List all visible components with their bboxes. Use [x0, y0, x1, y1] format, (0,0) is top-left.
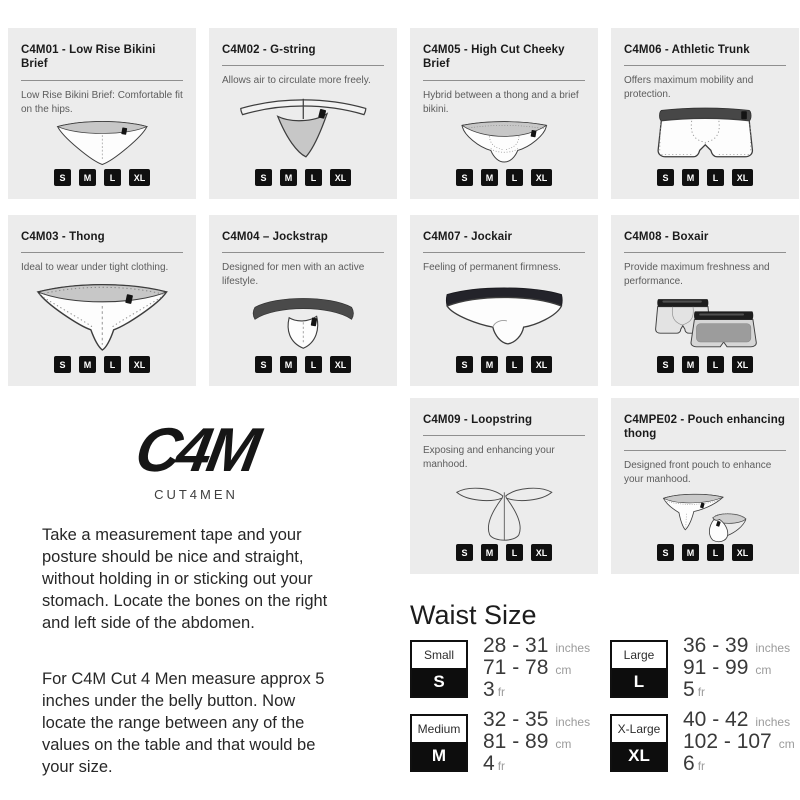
fr-line	[483, 754, 590, 776]
size-badge-m: M	[481, 356, 498, 373]
product-card-c4m01	[8, 28, 196, 199]
size-badge-m: M	[682, 544, 699, 561]
product-title: C4MPE02 - Pouch enhancing thong	[624, 414, 785, 441]
size-badge-s: S	[657, 169, 674, 186]
size-badge-l: L	[104, 169, 121, 186]
size-badge-s: S	[54, 356, 71, 373]
size-badges-row	[624, 544, 786, 561]
fr-line	[483, 680, 590, 702]
jockstrap-illustration	[222, 289, 384, 356]
size-badge-l: L	[506, 169, 523, 186]
product-description: Exposing and enhancing your manhood.	[423, 445, 555, 471]
waist-entry-s	[410, 634, 591, 702]
title-divider	[423, 80, 585, 81]
size-badges-row	[423, 356, 585, 373]
size-letter: XL	[612, 742, 666, 770]
cm-unit: cm	[755, 663, 772, 677]
title-divider	[624, 65, 786, 66]
size-values	[483, 636, 590, 702]
cm-range: 71 - 78	[483, 656, 549, 679]
low-rise-bikini-brief-illustration	[21, 117, 183, 169]
size-letter: S	[412, 668, 466, 696]
size-badge-l: L	[707, 356, 724, 373]
inches-range: 40 - 42	[683, 708, 749, 731]
inches-range: 32 - 35	[483, 708, 549, 731]
product-title: C4M05 - High Cut Cheeky Brief	[423, 44, 565, 71]
athletic-trunk-illustration	[624, 102, 786, 169]
product-description: Designed front pouch to enhance your manhood.	[624, 459, 772, 485]
size-badges-row	[21, 169, 183, 186]
product-description: Provide maximum freshness and performance.	[624, 262, 770, 288]
size-badge-xl: XL	[531, 356, 552, 373]
size-badges-row	[222, 356, 384, 373]
boxair-illustration	[624, 289, 786, 356]
product-card-c4m02	[209, 28, 397, 199]
product-card-c4m05	[410, 28, 598, 199]
product-title: C4M06 - Athletic Trunk	[624, 44, 750, 56]
fr-unit: fr	[497, 685, 506, 699]
product-card-c4m04	[209, 215, 397, 386]
title-divider	[222, 65, 384, 66]
fr-value: 4	[483, 752, 495, 775]
measurement-instructions-paragraph-1: Take a measurement tape and your posture should be nice and straight, without holding in or sticking out your stomach. Locate the bones on the right and left side of the abdomen.	[42, 526, 328, 633]
brand-block	[30, 416, 362, 502]
product-title: C4M03 - Thong	[21, 231, 105, 243]
waist-entry-xl	[610, 708, 795, 776]
size-badge-l: L	[707, 169, 724, 186]
loopstring-illustration	[423, 472, 585, 544]
size-badge-s: S	[54, 169, 71, 186]
size-box	[610, 714, 668, 772]
brand-logo-subtext: CUT4MEN	[154, 487, 238, 502]
inches-unit: inches	[755, 715, 791, 729]
size-badge-s: S	[255, 356, 272, 373]
size-box	[410, 714, 468, 772]
size-badge-xl: XL	[732, 356, 753, 373]
size-badge-s: S	[657, 356, 674, 373]
product-description: Hybrid between a thong and a brief bikini.	[423, 89, 579, 115]
jockair-illustration	[423, 275, 585, 356]
size-badges-row	[423, 169, 585, 186]
inches-range: 28 - 31	[483, 634, 549, 657]
high-cut-cheeky-brief-illustration	[423, 117, 585, 169]
size-badge-xl: XL	[129, 356, 150, 373]
cm-line	[483, 732, 590, 754]
size-badges-row	[624, 169, 786, 186]
product-card-c4m08	[611, 215, 799, 386]
size-letter: L	[612, 668, 666, 696]
brand-logo: C4M	[130, 416, 262, 485]
product-title: C4M07 - Jockair	[423, 231, 513, 243]
cm-range: 91 - 99	[683, 656, 749, 679]
g-string-illustration	[222, 88, 384, 169]
title-divider	[222, 252, 384, 253]
cm-unit: cm	[555, 737, 572, 751]
fr-unit: fr	[697, 685, 706, 699]
size-badge-s: S	[255, 169, 272, 186]
inches-line	[683, 636, 790, 658]
product-description: Ideal to wear under tight clothing.	[21, 262, 169, 274]
size-box	[410, 640, 468, 698]
inches-range: 36 - 39	[683, 634, 749, 657]
title-divider	[624, 450, 786, 451]
product-description: Designed for men with an active lifestyle.	[222, 262, 365, 288]
title-divider	[423, 435, 585, 436]
size-values	[483, 710, 590, 776]
size-label: Medium	[417, 722, 461, 736]
size-badge-s: S	[456, 356, 473, 373]
fr-value: 6	[683, 752, 695, 775]
title-divider	[423, 252, 585, 253]
product-title: C4M08 - Boxair	[624, 231, 709, 243]
cm-unit: cm	[778, 737, 795, 751]
product-title: C4M09 - Loopstring	[423, 414, 533, 426]
size-box	[610, 640, 668, 698]
size-badge-m: M	[79, 356, 96, 373]
fr-value: 5	[683, 678, 695, 701]
cm-unit: cm	[555, 663, 572, 677]
size-badge-l: L	[506, 356, 523, 373]
cm-range: 102 - 107	[683, 730, 772, 753]
title-divider	[21, 252, 183, 253]
size-badge-s: S	[456, 169, 473, 186]
size-badge-s: S	[657, 544, 674, 561]
size-badge-xl: XL	[732, 169, 753, 186]
product-description: Offers maximum mobility and protection.	[624, 75, 754, 101]
product-card-c4m06	[611, 28, 799, 199]
title-divider	[624, 252, 786, 253]
size-values	[683, 710, 795, 776]
size-badge-m: M	[79, 169, 96, 186]
size-badge-m: M	[481, 544, 498, 561]
size-badges-row	[222, 169, 384, 186]
size-label: Small	[423, 648, 454, 662]
pouch-enhancing-thong-illustration	[624, 487, 786, 544]
size-label: Large	[623, 648, 655, 662]
waist-entry-m	[410, 708, 591, 776]
waist-size-heading: Waist Size	[410, 600, 537, 630]
size-letter: M	[412, 742, 466, 770]
size-badge-l: L	[104, 356, 121, 373]
size-badges-row	[21, 356, 183, 373]
size-label: X-Large	[617, 722, 661, 736]
cm-line	[483, 658, 590, 680]
size-values	[683, 636, 790, 702]
product-card-c4m03	[8, 215, 196, 386]
size-badge-xl: XL	[330, 356, 351, 373]
fr-unit: fr	[497, 759, 506, 773]
fr-line	[683, 754, 795, 776]
measurement-instructions-paragraph-2: For C4M Cut 4 Men measure approx 5 inches under the belly button. Now locate the range between any of the values on the table and that would be your size.	[42, 670, 325, 777]
size-badge-xl: XL	[531, 544, 552, 561]
inches-line	[483, 710, 590, 732]
inches-unit: inches	[755, 641, 791, 655]
cm-range: 81 - 89	[483, 730, 549, 753]
size-badge-m: M	[682, 169, 699, 186]
inches-unit: inches	[555, 641, 591, 655]
product-card-c4m09	[410, 398, 598, 574]
size-badge-m: M	[280, 169, 297, 186]
product-description: Feeling of permanent firmness.	[423, 262, 561, 274]
cm-line	[683, 658, 790, 680]
fr-value: 3	[483, 678, 495, 701]
product-title: C4M02 - G-string	[222, 44, 316, 56]
fr-line	[683, 680, 790, 702]
product-title: C4M01 - Low Rise Bikini Brief	[21, 44, 156, 71]
size-badge-xl: XL	[531, 169, 552, 186]
size-badge-s: S	[456, 544, 473, 561]
size-badge-xl: XL	[129, 169, 150, 186]
waist-entry-l	[610, 634, 791, 702]
inches-unit: inches	[555, 715, 591, 729]
size-badges-row	[423, 544, 585, 561]
title-divider	[21, 80, 183, 81]
product-description: Low Rise Bikini Brief: Comfortable fit on the hips.	[21, 89, 183, 115]
fr-unit: fr	[697, 759, 706, 773]
product-card-c4mpe02	[611, 398, 799, 574]
size-badges-row	[624, 356, 786, 373]
size-badge-l: L	[506, 544, 523, 561]
size-badge-m: M	[280, 356, 297, 373]
thong-illustration	[21, 275, 183, 356]
inches-line	[683, 710, 795, 732]
product-description: Allows air to circulate more freely.	[222, 75, 371, 87]
size-badge-xl: XL	[732, 544, 753, 561]
size-badge-m: M	[481, 169, 498, 186]
size-badge-l: L	[707, 544, 724, 561]
inches-line	[483, 636, 590, 658]
size-badge-m: M	[682, 356, 699, 373]
cm-line	[683, 732, 795, 754]
size-badge-l: L	[305, 356, 322, 373]
product-title: C4M04 – Jockstrap	[222, 231, 328, 243]
size-badge-xl: XL	[330, 169, 351, 186]
size-badge-l: L	[305, 169, 322, 186]
product-card-c4m07	[410, 215, 598, 386]
